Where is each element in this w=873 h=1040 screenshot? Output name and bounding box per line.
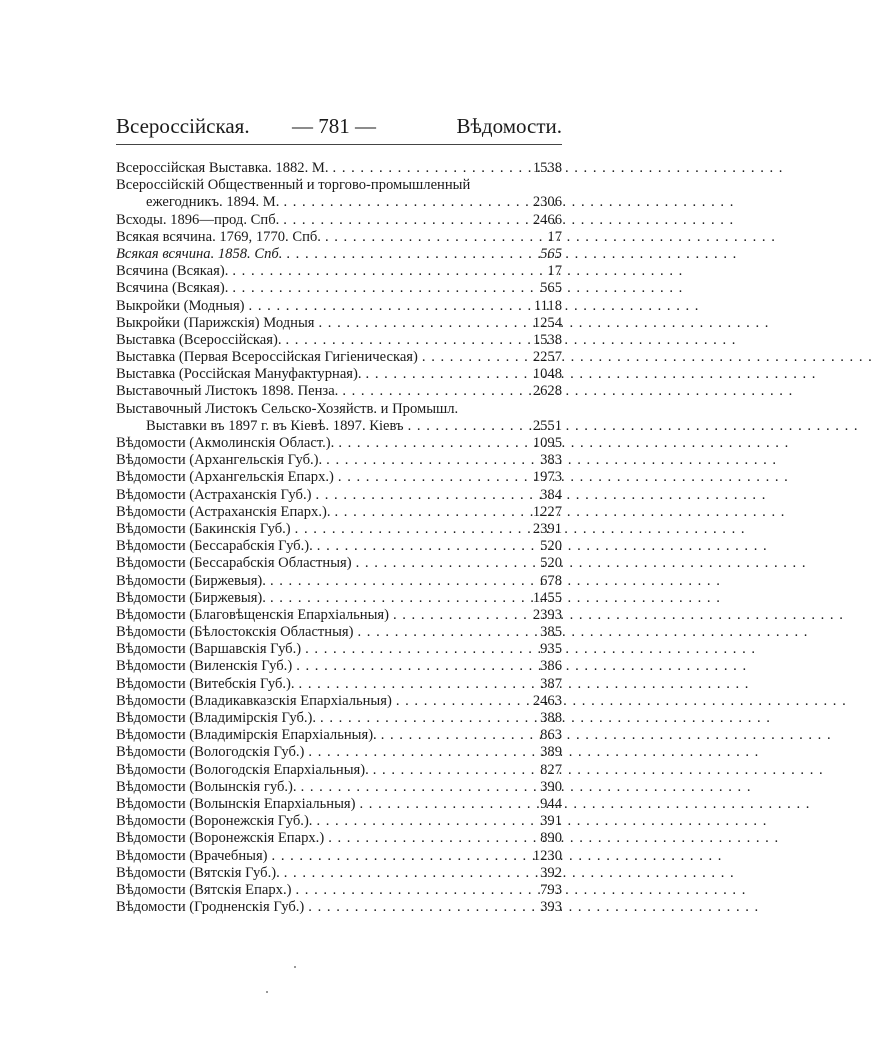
- index-entry: [116, 194, 562, 211]
- scan-speck: [294, 966, 296, 968]
- entry-number: 391: [540, 813, 562, 830]
- entry-title: Выставка (Россійская Мануфактурная).: [116, 366, 362, 383]
- entry-title: Вѣдомости (Вологодскія Епархіальныя).: [116, 761, 369, 778]
- index-entry: [116, 538, 562, 555]
- index-entry: [116, 263, 562, 280]
- entry-title: Выставка (Всероссійская).: [116, 331, 282, 348]
- entry-title: Выкройки (Модныя): [116, 297, 245, 314]
- entry-number: 2463: [532, 692, 562, 709]
- index-entry: [116, 349, 562, 366]
- entry-title: Вѣдомости (Астраханскія Губ.): [116, 486, 312, 503]
- index-entry: [116, 607, 562, 624]
- entry-title: Вѣдомости (Волынскія губ.).: [116, 778, 297, 795]
- entry-number: 392: [540, 864, 562, 881]
- entry-title: Вѣдомости (Воронежскія Епарх.): [116, 830, 325, 847]
- entry-title: Вѣдомости (Благовѣщенскія Епархіальныя): [116, 606, 389, 623]
- entry-title: Всероссійская Выставка. 1882. М.: [116, 160, 329, 176]
- index-entry: [116, 366, 562, 383]
- index-entry: [116, 469, 562, 486]
- entry-title: Вѣдомости (Биржевыя).: [116, 589, 266, 606]
- dot-leader: [366, 366, 524, 383]
- entry-title: ежегодникъ. 1894. М.: [146, 194, 280, 211]
- entry-title: Выставочный Листокъ Сельско-Хозяйств. и Промышл.: [116, 400, 459, 417]
- entry-title: Вѣдомости (Варшавскія Губ.): [116, 641, 302, 658]
- dot-leader: [283, 212, 524, 229]
- index-entry: [116, 813, 562, 830]
- entry-number: 1538: [532, 160, 562, 176]
- entry-number: 2628: [532, 383, 562, 400]
- dot-leader: [422, 349, 524, 366]
- index-entry: [116, 452, 562, 469]
- index-entry: [116, 435, 562, 452]
- entry-number: 390: [540, 778, 562, 795]
- dot-leader: [393, 607, 524, 624]
- entry-title: Вѣдомости (Биржевыя).: [116, 572, 266, 589]
- entry-number: 863: [540, 727, 562, 744]
- dot-leader: [315, 487, 524, 504]
- dot-leader: [408, 418, 524, 435]
- entry-number: 1973: [532, 469, 562, 486]
- index-entry: [116, 573, 562, 590]
- entry-title: Вѣдомости (Волынскія Епархіальныя): [116, 795, 356, 812]
- dot-leader: [373, 762, 524, 779]
- index-entry: [116, 779, 562, 796]
- dot-leader: [317, 538, 524, 555]
- index-entry: [116, 762, 562, 779]
- index-entry: [116, 641, 562, 658]
- index-entry: [116, 487, 562, 504]
- entry-number: 793: [540, 881, 562, 898]
- page-header: [116, 113, 562, 143]
- dot-leader: [285, 332, 524, 349]
- entry-number: 17: [547, 228, 562, 245]
- dot-leader: [359, 796, 524, 813]
- index-entry: [116, 246, 562, 263]
- entry-title: Выставки въ 1897 г. въ Кіевѣ. 1897. Кіевъ: [146, 417, 404, 434]
- dot-leader: [296, 658, 524, 675]
- index-entry: [116, 727, 562, 744]
- dot-leader: [358, 624, 525, 641]
- entry-title: Выставочный Листокъ 1898. Пенза.: [116, 383, 339, 400]
- entry-title: Всякая всячина. 1858. Спб.: [116, 245, 283, 262]
- entry-title: Выкройки (Парижскія) Модныя: [116, 314, 315, 331]
- entry-number: 388: [540, 710, 562, 726]
- entry-number: 1230: [532, 847, 562, 864]
- entry-number: 1227: [532, 503, 562, 520]
- index-entry: [116, 624, 562, 641]
- entry-number: 565: [540, 280, 562, 297]
- entry-title: Вѣдомости (Астраханскія Епарх.).: [116, 503, 331, 520]
- index-entry: [116, 658, 562, 675]
- dot-leader: [333, 160, 524, 177]
- index-entry: [116, 796, 562, 813]
- index-entry: [116, 401, 562, 418]
- entry-title: Вѣдомости (Врачебныя): [116, 847, 268, 864]
- entry-title: Вѣдомости (Владимірскія Епархіальныя).: [116, 727, 377, 744]
- index-entry: [116, 848, 562, 865]
- entry-number: 1455: [532, 589, 562, 606]
- entry-title: Вѣдомости (Бѣлостокскія Областныя): [116, 624, 354, 641]
- entry-number: 944: [540, 795, 562, 812]
- entry-title: Вѣдомости (Владикавказскія Епархіальныя): [116, 692, 392, 709]
- dot-leader: [283, 194, 524, 211]
- entry-title: Вѣдомости (Бессарабскія Областныя): [116, 555, 352, 572]
- index-entry: [116, 830, 562, 847]
- entry-title: Вѣдомости (Виленскія Губ.): [116, 658, 293, 675]
- entry-number: 520: [540, 538, 562, 555]
- entry-number: 2306: [532, 194, 562, 211]
- dot-leader: [270, 573, 524, 590]
- index-entry: [116, 693, 562, 710]
- running-head-right: Вѣдомости.: [456, 114, 562, 138]
- index-entry: [116, 590, 562, 607]
- dot-leader: [396, 693, 524, 710]
- entry-number: 1118: [533, 297, 562, 314]
- dot-leader: [325, 229, 524, 246]
- entry-number: 1538: [532, 331, 562, 348]
- dot-leader: [334, 504, 524, 521]
- dot-leader: [326, 452, 524, 469]
- dot-leader: [328, 830, 524, 847]
- index-entry: [116, 280, 562, 297]
- index-entry: [116, 744, 562, 761]
- entry-number: 2391: [532, 520, 562, 537]
- entry-number: 384: [540, 486, 562, 503]
- dot-leader: [284, 865, 524, 882]
- dot-leader: [249, 298, 524, 315]
- entry-number: 2551: [532, 417, 562, 434]
- dot-leader: [286, 246, 524, 263]
- entry-number: 520: [540, 555, 562, 572]
- dot-leader: [320, 710, 524, 727]
- index-entry: [116, 418, 562, 435]
- dot-leader: [338, 435, 524, 452]
- dot-leader: [299, 676, 524, 693]
- dot-leader: [272, 848, 524, 865]
- entry-number: 386: [540, 658, 562, 675]
- entry-number: 678: [540, 572, 562, 589]
- entry-title: Вѣдомости (Акмолинскія Област.).: [116, 435, 335, 451]
- entry-title: Вѣдомости (Вятскія Епарх.): [116, 881, 292, 898]
- page-number: — 781 —: [292, 114, 376, 138]
- entry-number: 2466: [532, 211, 562, 228]
- entry-number: 393: [540, 899, 562, 916]
- entry-title: Вѣдомости (Гродненскія Губ.): [116, 899, 305, 916]
- index-entry: [116, 710, 562, 727]
- dot-leader: [342, 383, 524, 400]
- entry-title: Всячина (Всякая).: [116, 263, 229, 280]
- dot-leader: [232, 280, 524, 297]
- index-entry: [116, 555, 562, 572]
- index-entry: [116, 298, 562, 315]
- index-entry: [116, 177, 562, 194]
- entry-number: 890: [540, 830, 562, 847]
- index-entry: [116, 229, 562, 246]
- index-entry: [116, 882, 562, 899]
- dot-leader: [318, 315, 524, 332]
- entry-number: 1048: [532, 366, 562, 383]
- entry-number: 383: [540, 452, 562, 469]
- index-entry: [116, 160, 562, 177]
- entry-number: 1095: [532, 435, 562, 451]
- index-entry: [116, 676, 562, 693]
- scan-speck: [266, 991, 268, 993]
- dot-leader: [308, 744, 524, 761]
- entry-title: Вѣдомости (Вятскія Губ.).: [116, 864, 280, 881]
- entry-number: 385: [540, 624, 562, 641]
- entry-number: 387: [540, 675, 562, 692]
- entry-title: Вѣдомости (Бакинскія Губ.): [116, 520, 291, 537]
- entry-title: Вѣдомости (Владимірскія Губ.).: [116, 710, 317, 726]
- dot-leader: [270, 590, 524, 607]
- index-entry: [116, 521, 562, 538]
- dot-leader: [301, 779, 524, 796]
- index-entry: [116, 899, 562, 916]
- header-rule: [116, 144, 562, 145]
- index-entry: [116, 383, 562, 400]
- entry-title: Всякая всячина. 1769, 1770. Спб.: [116, 228, 321, 245]
- entry-title: Вѣдомости (Архангельскія Епарх.): [116, 469, 334, 486]
- entry-title: Вѣдомости (Воронежскія Губ.).: [116, 813, 313, 830]
- entry-title: Всячина (Всякая).: [116, 280, 229, 297]
- entry-number: 389: [540, 744, 562, 761]
- dot-leader: [295, 521, 524, 538]
- index-entry: [116, 332, 562, 349]
- entry-title: Всходы. 1896—прод. Спб.: [116, 211, 280, 228]
- index-entry: [116, 212, 562, 229]
- index-list: [116, 160, 562, 916]
- entry-number: 1254: [532, 314, 562, 331]
- index-entry: [116, 315, 562, 332]
- entry-title: Всероссійскій Общественный и торгово-промышленный: [116, 177, 471, 194]
- index-entry: [116, 504, 562, 521]
- dot-leader: [381, 727, 524, 744]
- dot-leader: [295, 882, 524, 899]
- dot-leader: [305, 641, 524, 658]
- entry-number: 935: [540, 641, 562, 658]
- entry-number: 2393: [532, 606, 562, 623]
- entry-title: Выставка (Первая Всероссійская Гигіеническая): [116, 349, 418, 366]
- entry-title: Вѣдомости (Архангельскія Губ.).: [116, 452, 323, 469]
- dot-leader: [232, 263, 524, 280]
- entry-number: 17: [547, 263, 562, 280]
- entry-number: 565: [540, 245, 562, 262]
- entry-number: 2257: [532, 349, 562, 366]
- entry-title: Вѣдомости (Бессарабскія Губ.).: [116, 538, 313, 555]
- dot-leader: [316, 813, 524, 830]
- running-head-left: Всероссійская.: [116, 114, 250, 138]
- dot-leader: [356, 555, 524, 572]
- index-entry: [116, 865, 562, 882]
- dot-leader: [338, 469, 524, 486]
- dot-leader: [308, 899, 524, 916]
- entry-title: Вѣдомости (Вологодскія Губ.): [116, 744, 305, 761]
- entry-number: 827: [540, 761, 562, 778]
- entry-title: Вѣдомости (Витебскія Губ.).: [116, 675, 295, 692]
